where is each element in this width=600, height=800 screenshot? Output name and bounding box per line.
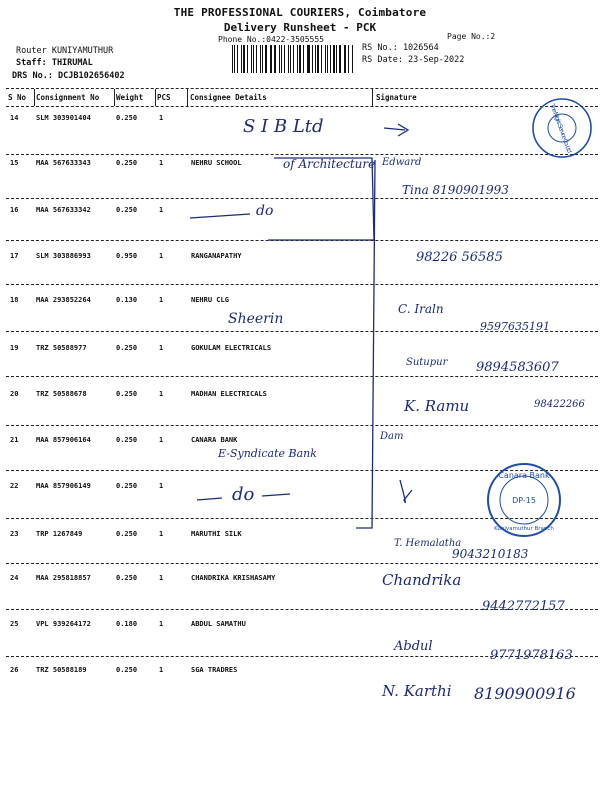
row-sno: 18 xyxy=(10,296,19,304)
row-weight: 0.130 xyxy=(116,296,138,304)
row-sno: 16 xyxy=(10,206,19,214)
hw-consignee-14: S I B Ltd xyxy=(243,116,324,137)
row-sno: 19 xyxy=(10,344,19,352)
hw-signature-15: Edward xyxy=(382,157,422,168)
hw-signature-19: Sutupur xyxy=(406,357,448,368)
col-consignment: Consignment No xyxy=(36,93,100,102)
col-sno: S No xyxy=(8,93,27,102)
row-pcs: 1 xyxy=(159,530,164,538)
seal-text: The Nilgiris Service Co. Ltd xyxy=(548,102,573,155)
row-sno: 25 xyxy=(10,620,19,628)
row-pcs: 1 xyxy=(159,390,164,398)
row-consignee: NEHRU SCHOOL xyxy=(191,159,242,167)
hw-phone-18: 9597635191 xyxy=(480,320,550,333)
hw-signature-24: Chandrika xyxy=(382,571,462,589)
hw-signature-20: K. Ramu xyxy=(404,397,470,415)
bank-seal-name: Canara Bank xyxy=(498,471,550,480)
row-pcs: 1 xyxy=(159,159,164,167)
row-pcs: 1 xyxy=(159,436,164,444)
col-weight: Weight xyxy=(116,93,144,102)
row-consignee: CANARA BANK xyxy=(191,436,238,444)
row-consignment: SLM 303886993 xyxy=(36,252,91,260)
col-pcs: PCS xyxy=(157,93,171,102)
ditto-line xyxy=(190,214,250,218)
hw-ditto-22: do xyxy=(232,484,255,505)
bank-seal-stamp xyxy=(484,460,564,540)
runsheet-subtitle: Delivery Runsheet - PCK xyxy=(223,21,377,34)
row-consignment: VPL 939264172 xyxy=(36,620,91,628)
hw-phone-25: 9771978163 xyxy=(490,648,573,663)
company-seal-stamp xyxy=(530,96,594,160)
row-pcs: 1 xyxy=(159,666,164,674)
row-consignment: MAA 295818857 xyxy=(36,574,91,582)
bank-seal-branch: Kuniyamuthur Branch xyxy=(494,526,554,532)
row-weight: 0.180 xyxy=(116,620,138,628)
hw-signature-26: N. Karthi xyxy=(382,682,452,700)
row-consignee: MADHAN ELECTRICALS xyxy=(191,390,267,398)
row-consignee: SGA TRADRES xyxy=(191,666,238,674)
row-weight: 0.250 xyxy=(116,114,138,122)
row-weight: 0.950 xyxy=(116,252,138,260)
hw-signature-17: 98226 56585 xyxy=(416,250,503,265)
rs-date: RS Date: 23-Sep-2022 xyxy=(362,55,465,65)
row-sno: 20 xyxy=(10,390,19,398)
staff-label: Staff: THIRUMAL xyxy=(16,58,93,68)
row-weight: 0.250 xyxy=(116,436,138,444)
row-consignment: MAA 567633343 xyxy=(36,159,91,167)
row-weight: 0.250 xyxy=(116,159,138,167)
hw-note-21: E-Syndicate Bank xyxy=(218,447,317,460)
row-pcs: 1 xyxy=(159,574,164,582)
hw-signature-21: Dam xyxy=(380,431,404,442)
row-pcs: 1 xyxy=(159,344,164,352)
row-consignment: TRP 1267849 xyxy=(36,530,83,538)
row-consignee: GOKULAM ELECTRICALS xyxy=(191,344,272,352)
row-sno: 22 xyxy=(10,482,19,490)
hw-phone-19: 9894583607 xyxy=(476,360,559,375)
drs-number: DRS No.: DCJB102656402 xyxy=(12,71,125,81)
router-label: Router KUNIYAMUTHUR xyxy=(16,46,114,56)
row-consignment: MAA 567633342 xyxy=(36,206,91,214)
bracket-line xyxy=(356,160,375,528)
row-consignee: CHANDRIKA KRISHASAMY xyxy=(191,574,276,582)
row-consignment: TRZ 50588189 xyxy=(36,666,87,674)
hw-phone-20: 98422266 xyxy=(534,399,585,410)
row-sno: 17 xyxy=(10,252,19,260)
row-pcs: 1 xyxy=(159,482,164,490)
col-signature: Signature xyxy=(376,93,417,102)
row-consignment: MAA 293852264 xyxy=(36,296,91,304)
row-consignee: NEHRU CLG xyxy=(191,296,229,304)
hw-signature-25: Abdul xyxy=(394,639,433,654)
hw-ditto-16: do xyxy=(256,203,274,219)
row-consignment: SLM 303901404 xyxy=(36,114,91,122)
hw-name-18: Sheerin xyxy=(228,311,284,327)
row-sno: 26 xyxy=(10,666,19,674)
row-weight: 0.250 xyxy=(116,390,138,398)
row-sno: 23 xyxy=(10,530,19,538)
hw-signature-23: T. Hemalatha xyxy=(394,538,462,549)
hw-phone-26: 8190900916 xyxy=(474,684,576,703)
row-weight: 0.250 xyxy=(116,666,138,674)
company-title: THE PROFESSIONAL COURIERS, Coimbatore xyxy=(173,6,427,19)
row-consignee: RANGANAPATHY xyxy=(191,252,242,260)
tick-mark xyxy=(400,480,412,503)
col-consignee: Consignee Details xyxy=(190,93,267,102)
phone-number: Phone No.:0422-3505555 xyxy=(218,35,324,44)
row-consignee: ABDUL SAMATHU xyxy=(191,620,246,628)
row-pcs: 1 xyxy=(159,114,164,122)
row-pcs: 1 xyxy=(159,206,164,214)
hw-signature-18: C. Iraln xyxy=(398,302,444,316)
row-sno: 15 xyxy=(10,159,19,167)
hw-phone-24: 9442772157 xyxy=(482,599,565,614)
row-weight: 0.250 xyxy=(116,530,138,538)
row-pcs: 1 xyxy=(159,296,164,304)
row-sno: 24 xyxy=(10,574,19,582)
arrow-mark xyxy=(384,124,408,136)
row-pcs: 1 xyxy=(159,620,164,628)
row-consignment: MAA 857906164 xyxy=(36,436,91,444)
hw-phone-23: 9043210183 xyxy=(452,547,529,561)
row-weight: 0.250 xyxy=(116,344,138,352)
rs-number: RS No.: 1026564 xyxy=(362,43,439,53)
row-consignment: TRZ 50588678 xyxy=(36,390,87,398)
row-weight: 0.250 xyxy=(116,574,138,582)
row-consignee: MARUTHI SILK xyxy=(191,530,242,538)
hw-consignee-15: of Architecture xyxy=(283,157,376,171)
row-pcs: 1 xyxy=(159,252,164,260)
page-number: Page No.:2 xyxy=(447,32,496,41)
hw-phone-15: Tina 8190901993 xyxy=(402,183,509,197)
row-sno: 14 xyxy=(10,114,19,122)
bank-seal-code: DP-15 xyxy=(512,496,536,505)
row-consignment: MAA 857906149 xyxy=(36,482,91,490)
row-consignment: TRZ 50588977 xyxy=(36,344,87,352)
row-weight: 0.250 xyxy=(116,482,138,490)
row-weight: 0.250 xyxy=(116,206,138,214)
row-sno: 21 xyxy=(10,436,19,444)
